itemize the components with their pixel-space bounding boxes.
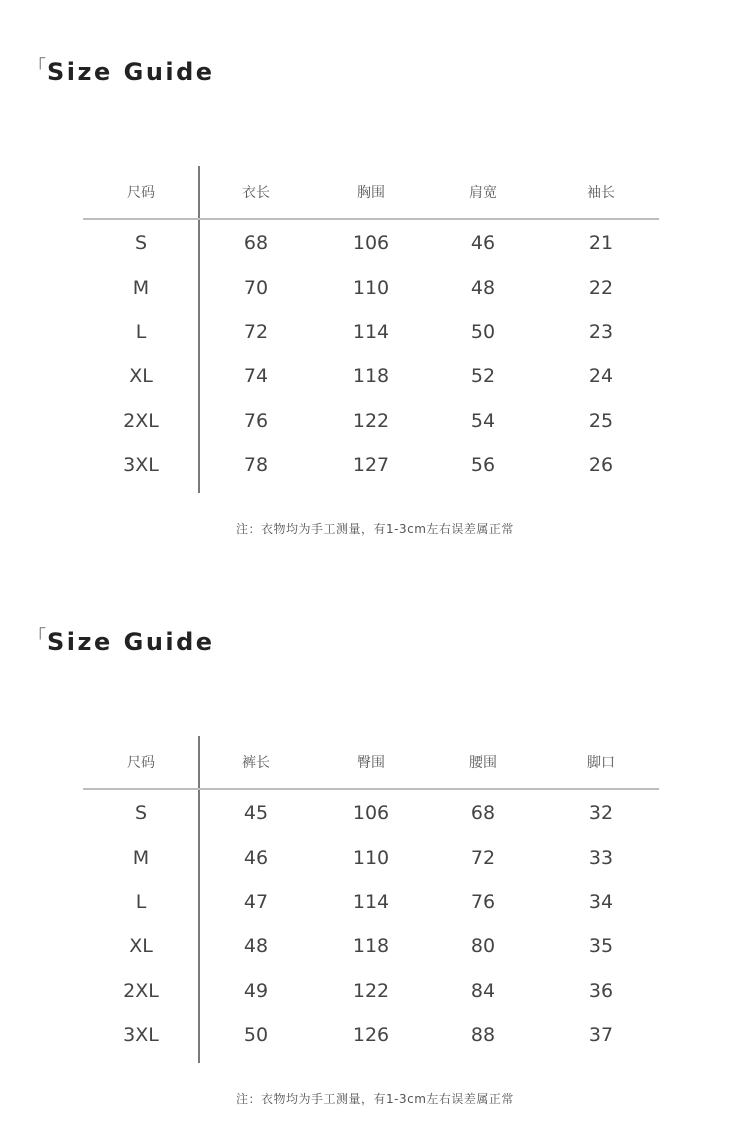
guide-title-text: Size Guide: [47, 58, 215, 86]
table-cell: 84: [470, 980, 496, 1002]
table-cell: 76: [243, 410, 269, 432]
table-cell: 110: [352, 277, 390, 299]
column-divider: [198, 736, 200, 1063]
guide-title: [28, 58, 215, 86]
table-cell: 54: [470, 410, 496, 432]
table-cell: 80: [470, 935, 496, 957]
table-cell: 2XL: [123, 410, 159, 432]
table-cell: S: [134, 802, 148, 824]
header-chest: 胸围: [357, 185, 385, 201]
table-cell: 118: [352, 365, 390, 387]
table-cell: 50: [470, 321, 496, 343]
table-cell: 3XL: [123, 1024, 159, 1046]
table-cell: 22: [588, 277, 614, 299]
column-divider: [198, 166, 200, 493]
table-cell: 21: [588, 232, 614, 254]
table-cell: 122: [352, 980, 390, 1002]
table-cell: 46: [243, 847, 269, 869]
guide-title-text: Size Guide: [47, 628, 215, 656]
table-cell: 78: [243, 454, 269, 476]
table-cell: 49: [243, 980, 269, 1002]
header-pants-length: 裤长: [242, 755, 270, 771]
table-cell: L: [135, 321, 147, 343]
table-cell: 23: [588, 321, 614, 343]
measurement-note: 注：衣物均为手工测量，有1-3cm左右误差属正常: [236, 1092, 514, 1106]
table-cell: 127: [352, 454, 390, 476]
table-cell: 36: [588, 980, 614, 1002]
table-cell: 45: [243, 802, 269, 824]
table-cell: 52: [470, 365, 496, 387]
table-cell: 68: [243, 232, 269, 254]
table-cell: 114: [352, 891, 390, 913]
table-cell: 37: [588, 1024, 614, 1046]
table-cell: 106: [352, 802, 390, 824]
pants-size-guide-section: [0, 570, 750, 1140]
table-cell: M: [132, 277, 150, 299]
header-waist: 腰围: [469, 755, 497, 771]
table-cell: 24: [588, 365, 614, 387]
table-cell: 3XL: [123, 454, 159, 476]
table-cell: 110: [352, 847, 390, 869]
table-cell: M: [132, 847, 150, 869]
header-hip: 臀围: [357, 755, 385, 771]
header-sleeve: 袖长: [587, 185, 615, 201]
table-cell: 46: [470, 232, 496, 254]
table-cell: 74: [243, 365, 269, 387]
table-cell: XL: [129, 365, 153, 387]
table-cell: 33: [588, 847, 614, 869]
table-cell: 2XL: [123, 980, 159, 1002]
header-divider: [83, 218, 659, 220]
table-cell: 70: [243, 277, 269, 299]
table-cell: 34: [588, 891, 614, 913]
table-cell: 25: [588, 410, 614, 432]
table-cell: 122: [352, 410, 390, 432]
table-cell: 26: [588, 454, 614, 476]
header-size: 尺码: [127, 185, 155, 201]
table-cell: 126: [352, 1024, 390, 1046]
header-shoulder: 肩宽: [469, 185, 497, 201]
table-cell: 76: [470, 891, 496, 913]
table-cell: 47: [243, 891, 269, 913]
table-cell: 48: [243, 935, 269, 957]
header-leg-opening: 脚口: [587, 755, 615, 771]
table-cell: 35: [588, 935, 614, 957]
table-cell: 56: [470, 454, 496, 476]
table-cell: 50: [243, 1024, 269, 1046]
guide-title: [28, 628, 215, 656]
title-bracket: 「: [28, 57, 46, 78]
table-cell: L: [135, 891, 147, 913]
header-length: 衣长: [242, 185, 270, 201]
table-cell: 48: [470, 277, 496, 299]
table-cell: 68: [470, 802, 496, 824]
table-cell: 72: [243, 321, 269, 343]
title-bracket: 「: [28, 627, 46, 648]
table-cell: XL: [129, 935, 153, 957]
table-cell: 32: [588, 802, 614, 824]
measurement-note: 注：衣物均为手工测量，有1-3cm左右误差属正常: [236, 522, 514, 536]
table-cell: 106: [352, 232, 390, 254]
table-cell: 88: [470, 1024, 496, 1046]
table-cell: 114: [352, 321, 390, 343]
table-cell: S: [134, 232, 148, 254]
header-size: 尺码: [127, 755, 155, 771]
table-cell: 72: [470, 847, 496, 869]
table-cell: 118: [352, 935, 390, 957]
header-divider: [83, 788, 659, 790]
